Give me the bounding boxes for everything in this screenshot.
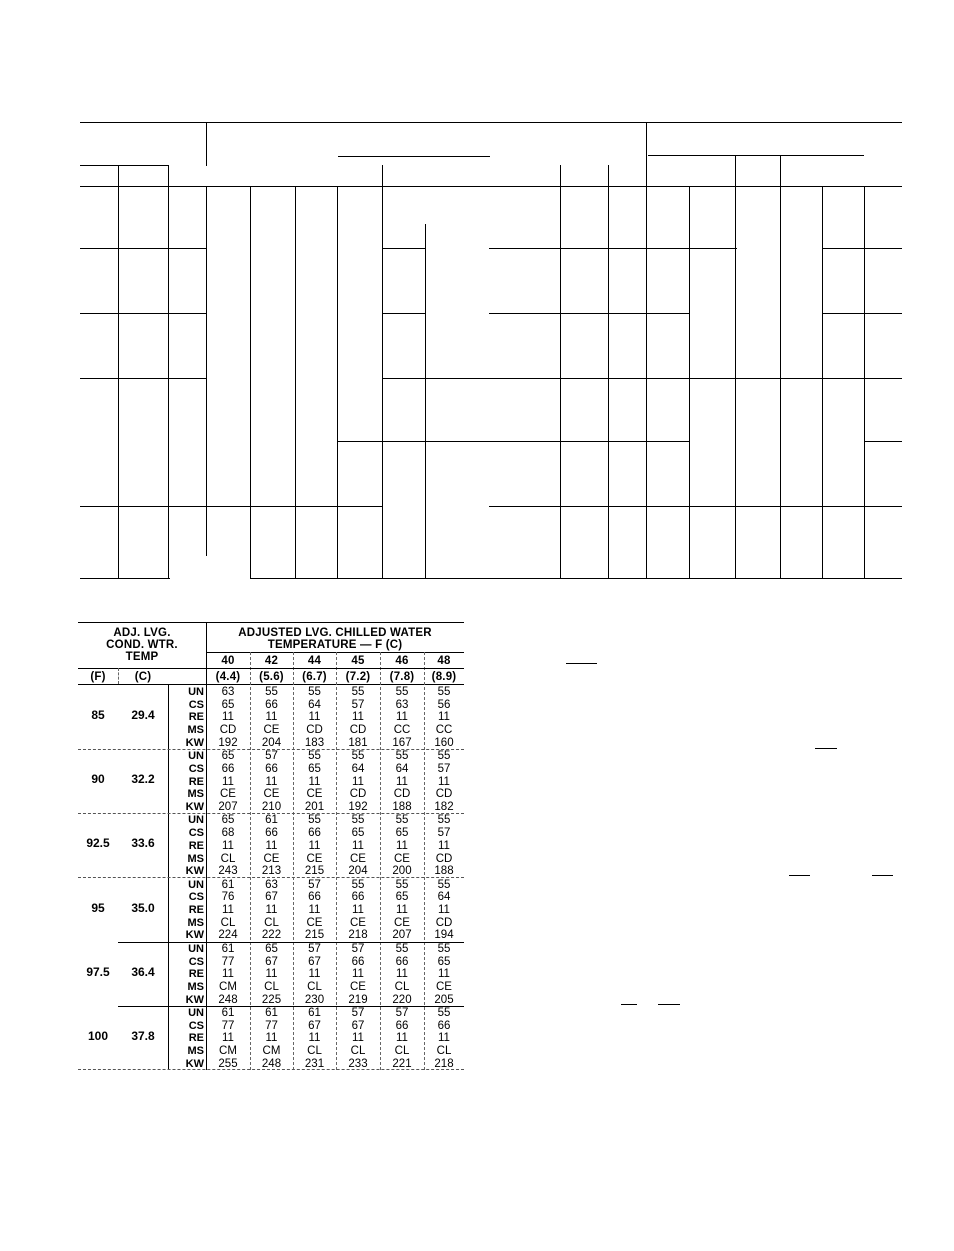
table-cell: 55 64 11 CD 192: [348, 750, 368, 813]
grid-line: [689, 186, 690, 578]
cond-temp-c: 33.6: [131, 836, 155, 851]
table-cell: 55 56 11 CC 160: [434, 686, 454, 749]
chw-temp-f: 40: [221, 655, 235, 667]
chw-temp-c: (5.6): [259, 671, 284, 683]
row-codes: UN CS RE MS KW: [185, 686, 204, 749]
row-codes: UN CS RE MS KW: [185, 814, 204, 878]
chw-temp-f: 46: [395, 655, 409, 667]
row-codes: UN CS RE MS KW: [185, 750, 204, 813]
table-cell: 55 57 11 CD 182: [434, 750, 454, 813]
grid-line: [338, 156, 490, 157]
table-cell: 55 65 11 CE 201: [304, 750, 325, 813]
table-rule: [78, 684, 464, 685]
table-cell: 55 66 11 CL 220: [392, 942, 412, 1006]
table-cell: 57 67 11 CL 233: [348, 1007, 368, 1070]
row-codes: UN CS RE MS KW: [185, 1007, 204, 1070]
grid-line: [80, 378, 206, 379]
table-cell: 57 66 11 CL 221: [392, 1007, 412, 1070]
adj-cond-title-3: TEMP: [125, 651, 159, 663]
grid-line: [383, 378, 902, 379]
table-cell: 61 77 11 CM 248: [261, 1007, 282, 1070]
grid-line: [80, 248, 206, 249]
underline-mark: [815, 748, 837, 749]
cond-temp-f: 95: [91, 900, 105, 915]
grid-line: [864, 186, 865, 578]
grid-line: [80, 122, 902, 123]
cond-temp-c: 29.4: [131, 708, 155, 722]
grid-line: [250, 186, 251, 578]
chw-temp-f: 45: [351, 655, 365, 667]
table-cell: 55 64 11 CD 183: [304, 686, 325, 749]
table-cell: 55 66 11 CE 218: [348, 878, 368, 942]
table-cell: 55 65 11 CE 207: [392, 878, 412, 942]
unit-c: (C): [134, 671, 152, 683]
chw-temp-f: 42: [264, 655, 279, 667]
grid-line: [646, 122, 647, 578]
grid-line: [822, 248, 902, 249]
chw-temp-c: (6.7): [302, 671, 327, 683]
grid-line: [489, 506, 902, 507]
grid-line: [383, 313, 425, 314]
table-cell: 61 76 11 CL 224: [218, 878, 238, 942]
table-cell: 55 66 11 CE 215: [304, 814, 325, 878]
cond-temp-c: 32.2: [131, 772, 155, 787]
grid-line: [80, 165, 168, 166]
grid-line: [80, 186, 902, 187]
cond-temp-f: 100: [87, 1029, 109, 1043]
table-cell: 55 64 11 CD 194: [434, 878, 454, 942]
chw-temp-f: 44: [307, 655, 322, 667]
grid-line: [735, 155, 736, 578]
chw-temp-f: 48: [437, 655, 451, 667]
chw-temp-c: (4.4): [215, 671, 241, 683]
table-cell: 57 66 11 CE 215: [304, 878, 325, 942]
cond-temp-c: 35.0: [131, 900, 155, 915]
performance-table: [78, 622, 464, 1070]
grid-line: [608, 165, 609, 578]
grid-line: [382, 165, 383, 578]
underline-mark: [872, 875, 893, 876]
table-cell: 57 66 11 CE 219: [348, 942, 368, 1006]
table-cell: 55 63 11 CC 167: [392, 686, 412, 749]
grid-line: [864, 441, 902, 442]
grid-line: [206, 122, 207, 166]
row-codes: UN CS RE MS KW: [185, 878, 204, 942]
table-cell: 55 57 11 CD 181: [348, 686, 368, 749]
table-cell: 55 66 11 CE 204: [261, 686, 282, 749]
underline-mark: [566, 663, 597, 664]
table-rule: [78, 622, 464, 623]
grid-line: [80, 578, 170, 579]
cond-temp-f: 97.5: [86, 964, 110, 979]
table-cell: 55 66 11 CL 218: [434, 1007, 454, 1070]
table-cell: 65 68 11 CL 243: [218, 814, 238, 878]
cond-temp-c: 37.8: [131, 1029, 155, 1043]
underline-mark: [621, 1004, 637, 1005]
adj-cond-title-1: ADJ. LVG.: [113, 627, 171, 639]
grid-line: [168, 165, 169, 578]
table-rule: [78, 668, 206, 669]
grid-line: [337, 186, 338, 578]
underline-mark: [658, 1004, 680, 1005]
grid-line: [295, 186, 296, 578]
unit-f: (F): [90, 671, 106, 683]
table-cell: 63 67 11 CL 222: [261, 878, 282, 942]
grid-line: [383, 248, 425, 249]
table-cell: 63 65 11 CD 192: [218, 686, 238, 749]
underline-mark: [789, 875, 810, 876]
grid-line: [206, 506, 382, 507]
grid-line: [206, 186, 207, 556]
grid-line: [80, 313, 206, 314]
grid-line: [822, 313, 902, 314]
table-cell: 57 66 11 CE 210: [261, 750, 282, 813]
grid-line: [118, 165, 119, 578]
chw-title-1: ADJUSTED LVG. CHILLED WATER: [238, 627, 432, 639]
table-cell: 61 67 11 CL 231: [304, 1007, 325, 1070]
chw-temp-c: (8.9): [431, 671, 457, 683]
cond-temp-f: 85: [91, 708, 105, 722]
grid-line: [560, 165, 561, 578]
grid-line: [822, 186, 823, 578]
adj-cond-title-2: COND. WTR.: [106, 639, 178, 651]
table-cell: 61 66 11 CE 213: [261, 814, 282, 878]
table-cell: 57 67 11 CL 230: [304, 942, 325, 1006]
grid-line: [80, 506, 206, 507]
table-cell: 55 65 11 CE 205: [434, 942, 454, 1006]
grid-line: [338, 441, 690, 442]
table-rule: [206, 668, 464, 669]
table-cell: 65 66 11 CE 207: [218, 750, 238, 813]
grid-line: [648, 155, 864, 156]
grid-line: [489, 313, 689, 314]
grid-line: [780, 155, 781, 578]
table-cell: 61 77 11 CM 255: [218, 1007, 238, 1070]
chw-temp-c: (7.8): [389, 671, 415, 683]
cond-temp-c: 36.4: [131, 964, 155, 979]
grid-line: [425, 224, 426, 578]
chw-temp-c: (7.2): [345, 671, 371, 683]
table-cell: 55 57 11 CD 188: [434, 814, 454, 878]
cond-temp-f: 90: [91, 772, 105, 787]
table-cell: 55 65 11 CE 200: [392, 814, 412, 878]
grid-line: [489, 248, 737, 249]
row-codes: UN CS RE MS KW: [185, 942, 204, 1006]
table-cell: 55 64 11 CD 188: [392, 750, 412, 813]
table-cell: 61 77 11 CM 248: [218, 942, 238, 1006]
grid-line: [250, 578, 902, 579]
table-cell: 55 65 11 CE 204: [348, 814, 368, 878]
table-cell: 65 67 11 CL 225: [261, 942, 282, 1006]
chw-title-2: TEMPERATURE — F (C): [267, 639, 403, 651]
table-rule: [206, 652, 464, 653]
cond-temp-f: 92.5: [86, 836, 110, 851]
